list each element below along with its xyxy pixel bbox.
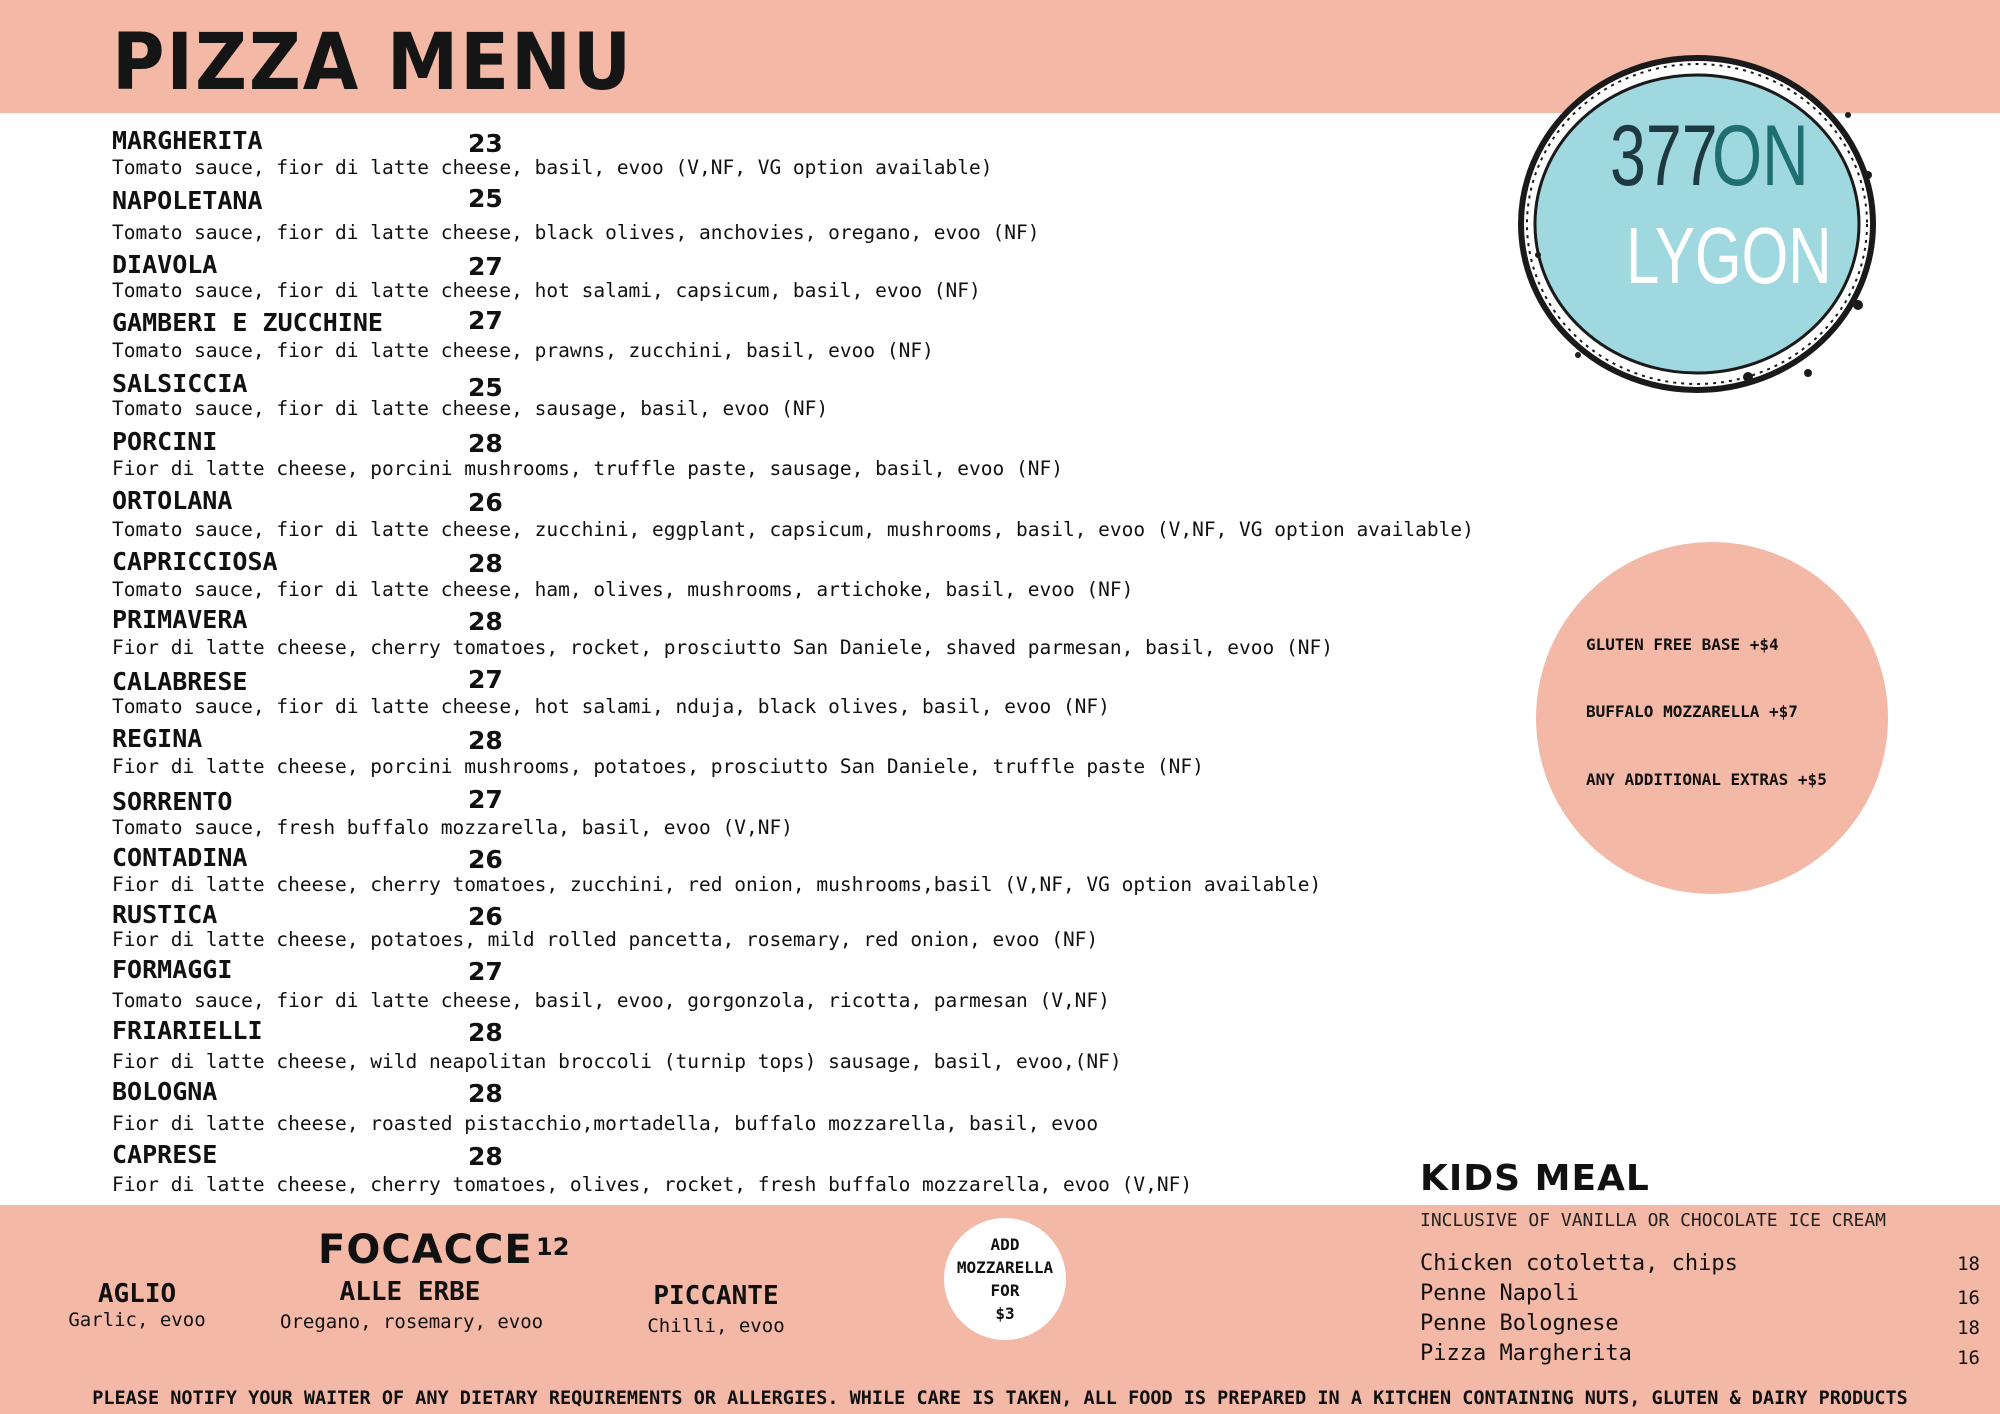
pizza-description: Tomato sauce, fior di latte cheese, zucchini, eggplant, capsicum, mushrooms, basil, evoo (V,NF, VG option available)	[112, 518, 1474, 541]
pizza-description: Fior di latte cheese, roasted pistacchio,mortadella, buffalo mozzarella, basil, evoo	[112, 1112, 1099, 1135]
focacce-price: 12	[536, 1233, 570, 1261]
pizza-name: REGINA	[112, 724, 203, 753]
pizza-item-contadina	[112, 843, 1492, 903]
pizza-item-caprese	[112, 1140, 1492, 1200]
pizza-description: Tomato sauce, fior di latte cheese, basil, evoo, gorgonzola, ricotta, parmesan (V,NF)	[112, 989, 1110, 1012]
kids-item	[1420, 1311, 1980, 1339]
pizza-name: PRIMAVERA	[112, 605, 248, 634]
pizza-name: PORCINI	[112, 427, 218, 456]
pizza-item-regina	[112, 724, 1492, 784]
pizza-name: CAPRICCIOSA	[112, 547, 278, 576]
restaurant-logo	[1518, 55, 1876, 393]
kids-item-name: Penne Napoli	[1420, 1281, 1579, 1306]
pizza-description: Fior di latte cheese, porcini mushrooms, truffle paste, sausage, basil, evoo (NF)	[112, 457, 1063, 480]
pizza-price: 25	[468, 373, 503, 402]
pizza-description: Fior di latte cheese, porcini mushrooms, potatoes, prosciutto San Daniele, truffle paste (NF)	[112, 755, 1204, 778]
kids-item	[1420, 1251, 1980, 1279]
pizza-price: 27	[468, 252, 503, 281]
extras-circle	[1536, 542, 1888, 894]
kids-item-price: 18	[1957, 1253, 1980, 1275]
pizza-item-rustica	[112, 900, 1492, 960]
extra-buffalo-mozzarella: BUFFALO MOZZARELLA +$7	[1586, 702, 1798, 721]
kids-item-name: Chicken cotoletta, chips	[1420, 1251, 1738, 1276]
kids-item-name: Pizza Margherita	[1420, 1341, 1632, 1366]
focaccia-name: AGLIO	[97, 1279, 177, 1309]
kids-meal-subtitle: INCLUSIVE OF VANILLA OR CHOCOLATE ICE CREAM	[1420, 1210, 1886, 1231]
kids-item-name: Penne Bolognese	[1420, 1311, 1619, 1336]
kids-meal-title: KIDS MEAL	[1420, 1158, 1650, 1199]
pizza-name: MARGHERITA	[112, 126, 263, 155]
focacce-title: FOCACCE	[318, 1227, 533, 1273]
pizza-item-porcini	[112, 427, 1492, 487]
pizza-name: CALABRESE	[112, 667, 248, 696]
pizza-price: 26	[468, 845, 503, 874]
pizza-name: BOLOGNA	[112, 1077, 218, 1106]
pizza-item-capricciosa	[112, 547, 1492, 607]
logo-number: 377	[1610, 108, 1718, 205]
pizza-item-calabrese	[112, 667, 1492, 727]
pizza-name: NAPOLETANA	[112, 186, 263, 215]
pizza-price: 26	[468, 488, 503, 517]
pizza-price: 28	[468, 429, 503, 458]
pizza-description: Tomato sauce, fior di latte cheese, hot salami, capsicum, basil, evoo (NF)	[112, 279, 981, 302]
pizza-price: 27	[468, 957, 503, 986]
pizza-description: Tomato sauce, fior di latte cheese, basil, evoo (V,NF, VG option available)	[112, 156, 993, 179]
pizza-name: ORTOLANA	[112, 486, 233, 515]
focaccia-piccante	[630, 1281, 802, 1337]
logo-lygon: LYGON	[1626, 210, 1832, 300]
focaccia-name: ALLE ERBE	[339, 1277, 481, 1307]
extra-gluten-free: GLUTEN FREE BASE +$4	[1586, 635, 1779, 654]
kids-item	[1420, 1281, 1980, 1309]
pizza-description: Tomato sauce, fior di latte cheese, black olives, anchovies, oregano, evoo (NF)	[112, 221, 1040, 244]
focaccia-aglio	[58, 1279, 216, 1331]
kids-item	[1420, 1341, 1980, 1369]
pizza-description: Tomato sauce, fior di latte cheese, ham, olives, mushrooms, artichoke, basil, evoo (NF)	[112, 578, 1134, 601]
pizza-price: 27	[468, 785, 503, 814]
pizza-name: SALSICCIA	[112, 369, 248, 398]
pizza-price: 28	[468, 1142, 503, 1171]
pizza-name: FORMAGGI	[112, 955, 233, 984]
pizza-description: Fior di latte cheese, potatoes, mild rolled pancetta, rosemary, red onion, evoo (NF)	[112, 928, 1099, 951]
pizza-price: 27	[468, 306, 503, 335]
pizza-item-formaggi	[112, 955, 1492, 1015]
pizza-description: Tomato sauce, fresh buffalo mozzarella, basil, evoo (V,NF)	[112, 816, 793, 839]
pizza-name: SORRENTO	[112, 787, 233, 816]
pizza-description: Fior di latte cheese, wild neapolitan broccoli (turnip tops) sausage, basil, evoo,(NF)	[112, 1050, 1122, 1073]
pizza-price: 28	[468, 1018, 503, 1047]
pizza-item-sorrento	[112, 787, 1492, 847]
pizza-description: Fior di latte cheese, cherry tomatoes, zucchini, red onion, mushrooms,basil (V,NF, VG option available)	[112, 873, 1322, 896]
pizza-name: RUSTICA	[112, 900, 218, 929]
pizza-price: 28	[468, 1079, 503, 1108]
kids-item-price: 18	[1957, 1317, 1980, 1339]
pizza-item-salsiccia	[112, 369, 1492, 429]
pizza-description: Tomato sauce, fior di latte cheese, hot salami, nduja, black olives, basil, evoo (NF)	[112, 695, 1110, 718]
extra-additional: ANY ADDITIONAL EXTRAS +$5	[1586, 770, 1827, 789]
pizza-description: Tomato sauce, fior di latte cheese, prawns, zucchini, basil, evoo (NF)	[112, 339, 934, 362]
pizza-name: CAPRESE	[112, 1140, 218, 1169]
pizza-name: DIAVOLA	[112, 250, 218, 279]
pizza-price: 27	[468, 665, 503, 694]
pizza-name: GAMBERI E ZUCCHINE	[112, 308, 383, 337]
pizza-price: 28	[468, 549, 503, 578]
mozzarella-badge-text: ADD MOZZARELLA FOR $3	[956, 1235, 1054, 1323]
pizza-price: 23	[468, 129, 503, 158]
pizza-description: Fior di latte cheese, cherry tomatoes, olives, rocket, fresh buffalo mozzarella, evoo (V,NF)	[112, 1173, 1193, 1196]
pizza-name: CONTADINA	[112, 843, 248, 872]
page-title: PIZZA MENU	[112, 18, 634, 108]
pizza-description: Tomato sauce, fior di latte cheese, sausage, basil, evoo (NF)	[112, 397, 829, 420]
focaccia-description: Garlic, evoo	[68, 1309, 206, 1331]
pizza-price: 28	[468, 726, 503, 755]
focaccia-description: Chilli, evoo	[647, 1315, 785, 1337]
kids-item-price: 16	[1957, 1287, 1980, 1309]
kids-item-price: 16	[1957, 1347, 1980, 1369]
logo-on: ON	[1712, 108, 1809, 205]
pizza-item-ortolana	[112, 486, 1492, 546]
pizza-item-diavola	[112, 250, 1492, 310]
pizza-item-napoletana	[112, 186, 1492, 246]
pizza-item-gamberi-e-zucchine	[112, 308, 1492, 368]
allergy-note: PLEASE NOTIFY YOUR WAITER OF ANY DIETARY REQUIREMENTS OR ALLERGIES. WHILE CARE IS TAKEN, ALL FOOD IS PREPARED IN A KITCHEN CONTAINING NUTS, GLUTEN & DAIRY PRODUCTS	[92, 1388, 1908, 1409]
pizza-name: FRIARIELLI	[112, 1016, 263, 1045]
focaccia-name: PICCANTE	[653, 1281, 779, 1311]
pizza-item-primavera	[112, 605, 1492, 665]
pizza-price: 28	[468, 607, 503, 636]
pizza-item-friarielli	[112, 1016, 1492, 1076]
focaccia-alle-erbe	[280, 1277, 544, 1333]
pizza-item-bologna	[112, 1077, 1492, 1137]
mozzarella-badge	[944, 1218, 1066, 1340]
pizza-item-margherita	[112, 126, 1492, 186]
pizza-price: 26	[468, 902, 503, 931]
focaccia-description: Oregano, rosemary, evoo	[280, 1311, 544, 1333]
pizza-description: Fior di latte cheese, cherry tomatoes, rocket, prosciutto San Daniele, shaved parmesan, basil, evoo (NF)	[112, 636, 1333, 659]
pizza-price: 25	[468, 184, 503, 213]
